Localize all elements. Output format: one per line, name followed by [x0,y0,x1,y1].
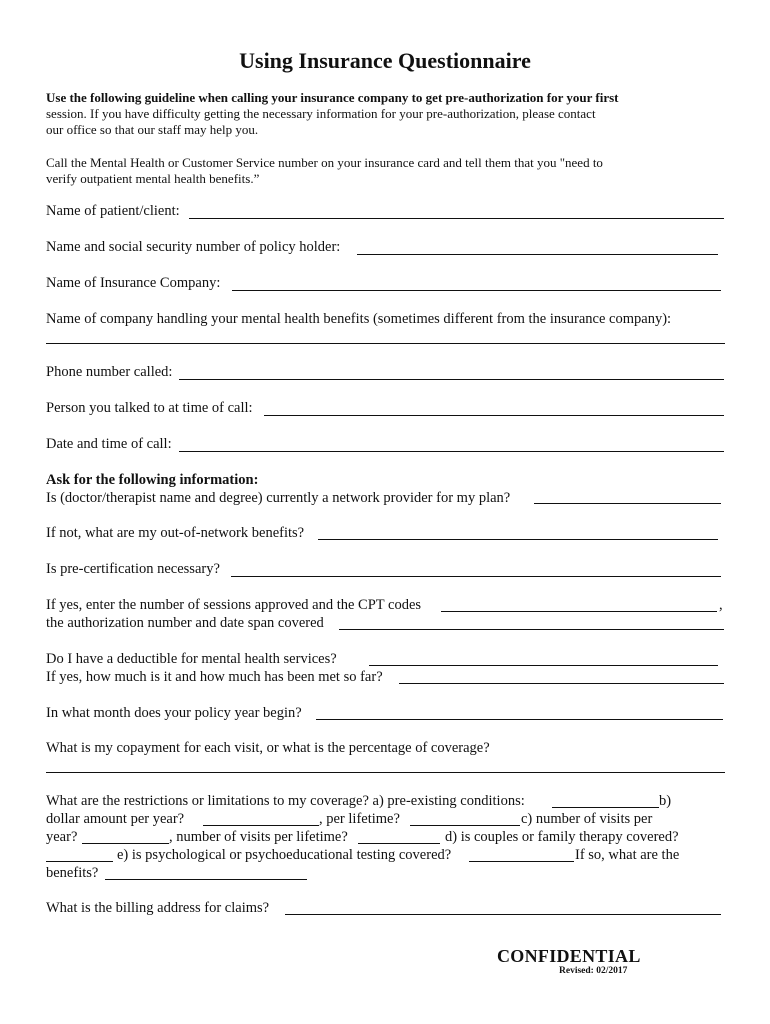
authorization-number-label: the authorization number and date span covered [46,615,324,631]
visits-per-label: c) number of visits per [521,811,653,827]
dollar-amount-label: dollar amount per year? [46,811,185,827]
policy-holder-label: Name and social security number of policy holder: [46,239,341,255]
deductible-label: Do I have a deductible for mental health services? [46,651,337,667]
ask-heading: Ask for the following information: [46,472,259,488]
benefits-label: benefits? [46,865,99,881]
sessions-approved-label: If yes, enter the number of sessions approved and the CPT codes [46,597,422,613]
network-provider-label: Is (doctor/therapist name and degree) currently a network provider for my plan? [46,490,511,506]
dollar-per-year-field[interactable] [203,825,319,826]
page-title: Using Insurance Questionnaire [239,48,531,73]
policy-year-label: In what month does your policy year begin? [46,705,302,721]
restrictions-line-1: What are the restrictions or limitations to my coverage? a) pre-existing conditions: [46,793,525,809]
patient-name-label: Name of patient/client: [46,203,180,219]
deductible-met-field[interactable] [399,683,724,684]
precert-label: Is pre-certification necessary? [46,561,220,577]
visits-per-year-field[interactable] [82,843,169,844]
insurance-company-label: Name of Insurance Company: [46,275,221,291]
copayment-field[interactable] [46,772,725,773]
call-instruction-line-2: verify outpatient mental health benefits.” [46,171,260,186]
visits-lifetime-field[interactable] [358,843,440,844]
benefits-field[interactable] [105,879,307,880]
deductible-field[interactable] [369,665,718,666]
out-of-network-label: If not, what are my out-of-network benefits? [46,525,305,541]
call-instruction-line-1: Call the Mental Health or Customer Service number on your insurance card and tell them that you "need to [46,155,603,170]
mh-company-label: Name of company handling your mental health benefits (sometimes different from the insurance company): [46,311,672,327]
per-lifetime-label: , per lifetime? [319,811,400,827]
deductible-met-label: If yes, how much is it and how much has been met so far? [46,669,383,685]
policy-holder-field[interactable] [357,254,718,255]
network-provider-field[interactable] [534,503,721,504]
pre-existing-field[interactable] [552,807,659,808]
authorization-number-field[interactable] [339,629,724,630]
date-time-label: Date and time of call: [46,436,172,452]
patient-name-field[interactable] [189,218,724,219]
visits-lifetime-label: , number of visits per lifetime? [169,829,348,845]
testing-covered-field[interactable] [469,861,574,862]
billing-address-label: What is the billing address for claims? [46,900,270,916]
sessions-comma: , [719,597,723,613]
precert-field[interactable] [231,576,721,577]
out-of-network-field[interactable] [318,539,718,540]
date-time-field[interactable] [179,451,724,452]
insurance-company-field[interactable] [232,290,721,291]
per-lifetime-field[interactable] [410,825,520,826]
sessions-cpt-field[interactable] [441,611,717,612]
intro-line-3: our office so that our staff may help you. [46,122,259,137]
couples-therapy-label: d) is couples or family therapy covered? [445,829,679,845]
phone-called-label: Phone number called: [46,364,173,380]
intro-line-2: session. If you have difficulty getting the necessary information for your pre-authorization, please contact [46,106,596,121]
mh-company-field[interactable] [46,343,725,344]
billing-address-field[interactable] [285,914,721,915]
phone-called-field[interactable] [179,379,724,380]
restrictions-b: b) [659,793,672,809]
confidential-label: CONFIDENTIAL [497,946,641,966]
intro-line-1: Use the following guideline when calling your insurance company to get pre-authorization for your first [46,90,619,105]
policy-year-field[interactable] [316,719,723,720]
person-talked-label: Person you talked to at time of call: [46,400,253,416]
testing-covered-label: e) is psychological or psychoeducational testing covered? [117,847,452,863]
couples-therapy-field[interactable] [46,861,113,862]
person-talked-field[interactable] [264,415,724,416]
revised-date: Revised: 02/2017 [559,966,628,976]
if-so-label: If so, what are the [575,847,680,863]
year-label: year? [46,829,78,845]
copayment-label: What is my copayment for each visit, or what is the percentage of coverage? [46,740,490,756]
